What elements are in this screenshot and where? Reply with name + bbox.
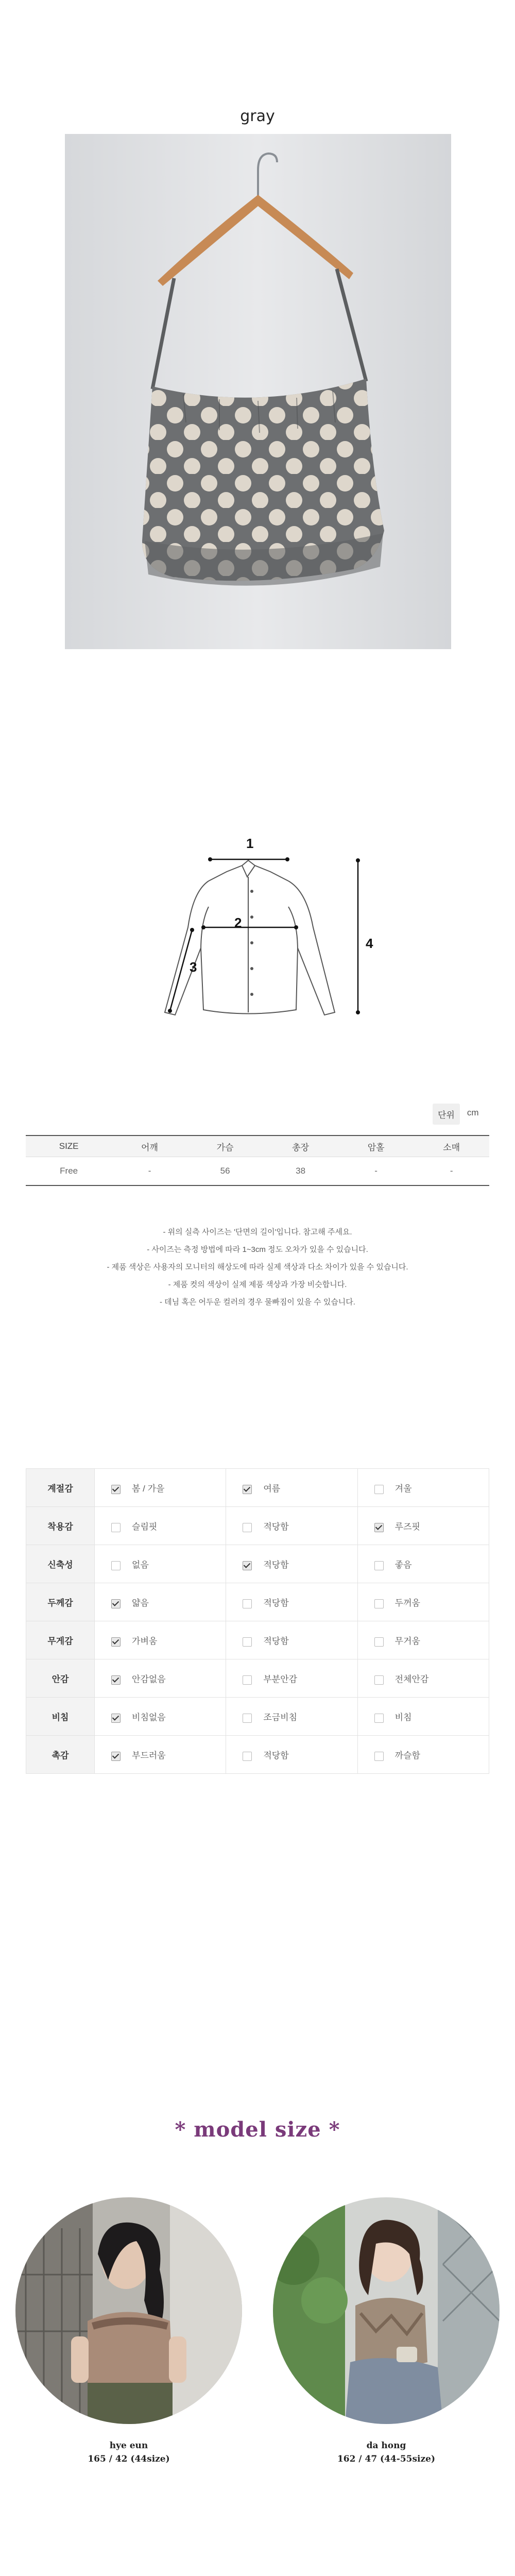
attribute-option — [95, 1545, 226, 1583]
diagram-label-4: 4 — [366, 936, 373, 951]
attribute-row — [26, 1469, 489, 1507]
unchecked-checkbox-icon[interactable] — [374, 1599, 384, 1608]
unchecked-checkbox-icon[interactable] — [243, 1714, 252, 1723]
note-line: - 데님 혹은 어두운 컬러의 경우 물빠짐이 있을 수 있습니다. — [160, 1298, 355, 1307]
attribute-label: 계절감 — [26, 1469, 95, 1507]
attribute-option — [226, 1545, 357, 1583]
checked-checkbox-icon[interactable] — [243, 1485, 252, 1494]
checked-checkbox-icon[interactable] — [374, 1523, 384, 1532]
attribute-option — [226, 1698, 357, 1736]
note-line: - 제품 색상은 사용자의 모니터의 해상도에 따라 실제 색상과 다소 차이가 있을 수 있습니다. — [107, 1263, 408, 1272]
attribute-row — [26, 1736, 489, 1774]
attribute-option-label: 비침 — [394, 1713, 412, 1722]
product-photo — [65, 134, 451, 649]
unchecked-checkbox-icon[interactable] — [243, 1599, 252, 1608]
attribute-option-label: 부드러움 — [132, 1751, 166, 1760]
unit-label[interactable]: 단위 — [433, 1104, 460, 1125]
header-size: SIZE — [26, 1136, 112, 1157]
attribute-option — [357, 1659, 489, 1698]
checked-checkbox-icon[interactable] — [243, 1561, 252, 1570]
attribute-option-label: 얇음 — [132, 1598, 149, 1608]
note-line: - 제품 컷의 색상이 실제 제품 색상과 가장 비슷합니다. — [168, 1280, 347, 1289]
unchecked-checkbox-icon[interactable] — [243, 1675, 252, 1685]
model-photo-hye-eun — [15, 2197, 242, 2424]
attribute-option-label: 없음 — [132, 1560, 149, 1570]
attribute-row — [26, 1621, 489, 1659]
attribute-option — [226, 1583, 357, 1621]
attribute-option-label: 적당함 — [263, 1598, 289, 1608]
unchecked-checkbox-icon[interactable] — [374, 1561, 384, 1570]
attribute-option-label: 두꺼움 — [394, 1598, 420, 1608]
attribute-label: 무게감 — [26, 1621, 95, 1659]
unchecked-checkbox-icon[interactable] — [374, 1485, 384, 1494]
color-label: gray — [240, 107, 275, 125]
attribute-label: 안감 — [26, 1659, 95, 1698]
unit-cm-option[interactable]: cm — [467, 1108, 479, 1117]
attribute-option — [226, 1659, 357, 1698]
cell-shoulder: - — [112, 1157, 187, 1186]
attribute-option-label: 적당함 — [263, 1636, 289, 1646]
attribute-option — [226, 1507, 357, 1545]
attribute-label: 착용감 — [26, 1507, 95, 1545]
diagram-label-2: 2 — [234, 915, 242, 930]
checked-checkbox-icon[interactable] — [111, 1599, 121, 1608]
attribute-label: 두께감 — [26, 1583, 95, 1621]
attribute-option — [95, 1698, 226, 1736]
attribute-option — [357, 1507, 489, 1545]
checked-checkbox-icon[interactable] — [111, 1637, 121, 1647]
size-table — [26, 1135, 489, 1186]
attribute-option-label: 비침없음 — [132, 1713, 166, 1722]
attribute-option-label: 봄 / 가을 — [132, 1484, 165, 1494]
attribute-label: 촉감 — [26, 1736, 95, 1774]
attribute-option — [95, 1621, 226, 1659]
attribute-option — [226, 1469, 357, 1507]
cell-armhole: - — [338, 1157, 414, 1186]
unchecked-checkbox-icon[interactable] — [243, 1637, 252, 1647]
unchecked-checkbox-icon[interactable] — [111, 1523, 121, 1532]
attribute-row — [26, 1659, 489, 1698]
checked-checkbox-icon[interactable] — [111, 1485, 121, 1494]
table-row — [26, 1157, 489, 1186]
attribute-option — [95, 1507, 226, 1545]
size-table-header — [26, 1136, 489, 1157]
model-size: 162 / 47 (44-55size) — [337, 2454, 436, 2464]
cell-length: 38 — [263, 1157, 338, 1186]
attribute-option-label: 부분안감 — [263, 1674, 298, 1684]
model-caption-da-hong — [273, 2439, 500, 2466]
diagram-label-1: 1 — [246, 836, 254, 851]
note-line: - 위의 실측 사이즈는 '단면의 길이'입니다. 참고해 주세요. — [163, 1228, 352, 1236]
checked-checkbox-icon[interactable] — [111, 1752, 121, 1761]
attribute-option-label: 슬림핏 — [132, 1522, 158, 1532]
attribute-row — [26, 1583, 489, 1621]
attribute-option-label: 까슬함 — [394, 1751, 420, 1760]
header-length: 총장 — [263, 1136, 338, 1157]
cell-size: Free — [26, 1157, 112, 1186]
attribute-option — [357, 1736, 489, 1774]
diagram-label-3: 3 — [190, 959, 197, 975]
product-illustration — [65, 134, 451, 649]
attribute-option-label: 적당함 — [263, 1751, 289, 1760]
attribute-row — [26, 1545, 489, 1583]
model-size-title: * model size * — [175, 2117, 340, 2142]
model-name: da hong — [366, 2441, 406, 2451]
attribute-option — [95, 1659, 226, 1698]
checked-checkbox-icon[interactable] — [111, 1714, 121, 1723]
unchecked-checkbox-icon[interactable] — [243, 1523, 252, 1532]
model-size: 165 / 42 (44size) — [88, 2454, 170, 2464]
unchecked-checkbox-icon[interactable] — [374, 1637, 384, 1647]
model-photo-da-hong — [273, 2197, 500, 2424]
model-illustration — [15, 2197, 242, 2424]
model-caption-hye-eun — [15, 2439, 242, 2466]
attribute-option — [357, 1583, 489, 1621]
attribute-option — [357, 1698, 489, 1736]
attribute-option-label: 전체안감 — [394, 1674, 429, 1684]
attribute-option-label: 가벼움 — [132, 1636, 158, 1646]
attribute-grid — [26, 1468, 489, 1774]
attribute-option — [226, 1621, 357, 1659]
attribute-option — [357, 1469, 489, 1507]
header-armhole: 암홀 — [338, 1136, 414, 1157]
attribute-option — [226, 1736, 357, 1774]
attribute-label: 비침 — [26, 1698, 95, 1736]
model-illustration — [273, 2197, 500, 2424]
model-name: hye eun — [109, 2441, 148, 2451]
attribute-option — [95, 1736, 226, 1774]
checked-checkbox-icon[interactable] — [111, 1675, 121, 1685]
note-line: - 사이즈는 측정 방법에 따라 1~3cm 정도 오차가 있을 수 있습니다. — [147, 1245, 368, 1254]
attribute-option-label: 여름 — [263, 1484, 281, 1494]
attribute-option-label: 적당함 — [263, 1522, 289, 1532]
attribute-option — [357, 1545, 489, 1583]
attribute-row — [26, 1698, 489, 1736]
attribute-option-label: 무거움 — [394, 1636, 420, 1646]
header-sleeve: 소매 — [414, 1136, 489, 1157]
header-shoulder: 어깨 — [112, 1136, 187, 1157]
attribute-option-label: 좋음 — [394, 1560, 412, 1570]
attribute-option — [357, 1621, 489, 1659]
attribute-option — [95, 1469, 226, 1507]
attribute-option-label: 겨울 — [394, 1484, 412, 1494]
attribute-option-label: 안감없음 — [132, 1674, 166, 1684]
attribute-row — [26, 1507, 489, 1545]
cell-sleeve: - — [414, 1157, 489, 1186]
size-notes — [0, 1224, 515, 1311]
attribute-label: 신축성 — [26, 1545, 95, 1583]
attribute-option — [95, 1583, 226, 1621]
attribute-option-label: 루즈핏 — [394, 1522, 420, 1532]
unit-toggle — [433, 1104, 484, 1125]
size-diagram — [149, 845, 376, 1041]
unchecked-checkbox-icon[interactable] — [374, 1675, 384, 1685]
cell-chest: 56 — [187, 1157, 263, 1186]
unchecked-checkbox-icon[interactable] — [374, 1714, 384, 1723]
header-chest: 가슴 — [187, 1136, 263, 1157]
unchecked-checkbox-icon[interactable] — [374, 1752, 384, 1761]
unchecked-checkbox-icon[interactable] — [111, 1561, 121, 1570]
attribute-option-label: 적당함 — [263, 1560, 289, 1570]
attribute-option-label: 조금비침 — [263, 1713, 298, 1722]
unchecked-checkbox-icon[interactable] — [243, 1752, 252, 1761]
